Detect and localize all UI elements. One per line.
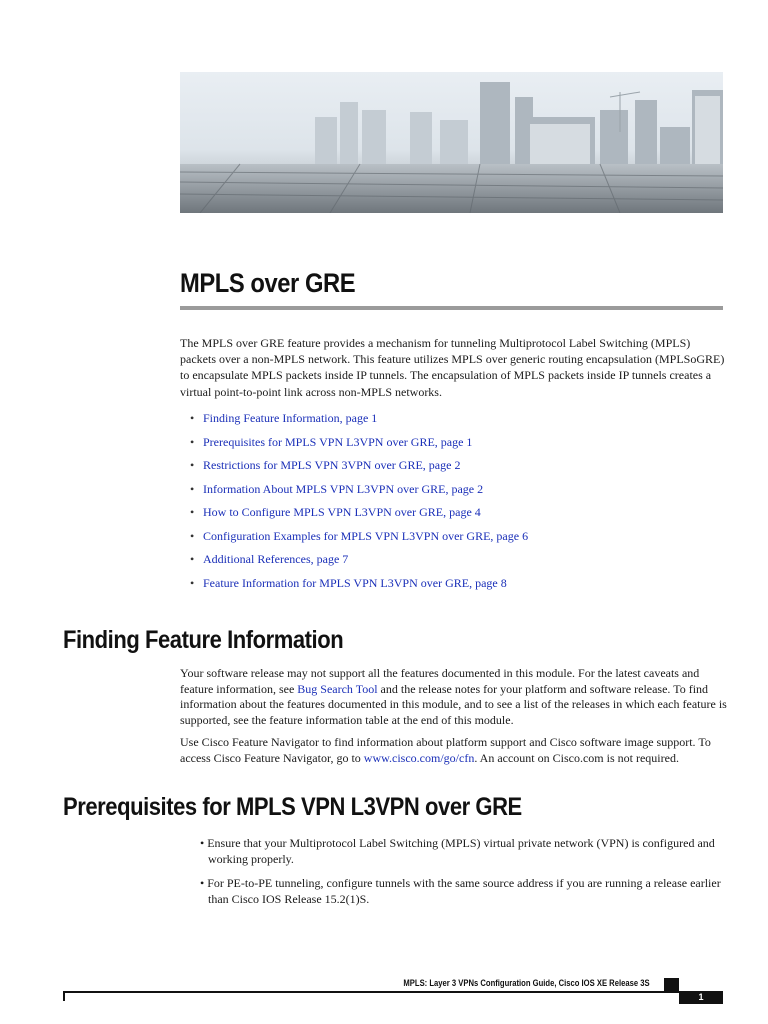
- finding-text: Your software release may not support all the features documented in this module. For the latest caveats and feature information, see: [180, 666, 700, 696]
- toc-item: [190, 481, 528, 505]
- toc-link[interactable]: Prerequisites for MPLS VPN L3VPN over GRE, page 1: [203, 434, 473, 449]
- footer-rule: [63, 991, 723, 993]
- toc-link[interactable]: Finding Feature Information, page 1: [203, 411, 378, 425]
- toc-link[interactable]: Additional References, page 7: [203, 552, 349, 566]
- finding-paragraph-2: [180, 735, 728, 766]
- intro-paragraph: The MPLS over GRE feature provides a mechanism for tunneling Multiprotocol Label Switching (MPLS) packets over a non-MPLS network. This feature utilizes MPLS over generic routing encapsulation (MPLSoGRE) to encapsulate MPLS packets inside IP tunnels. The encapsulation of MPLS packets inside IP tunnels creates a virtual point-to-point link across non-MPLS networks.: [180, 336, 725, 399]
- bullet-icon: •: [190, 458, 195, 472]
- finding-paragraph-1: [180, 666, 728, 728]
- footer-guide-title: MPLS: Layer 3 VPNs Configuration Guide, Cisco IOS XE Release 3S: [403, 978, 650, 988]
- toc-item: [190, 551, 528, 575]
- toc-link[interactable]: Feature Information for MPLS VPN L3VPN over GRE, page 8: [203, 575, 507, 590]
- finding-text: Use Cisco Feature Navigator to find information about platform support and Cisco software image support. To access Cisco Feature Navigator, go to: [180, 735, 711, 765]
- bullet-icon: •: [190, 505, 195, 519]
- toc-item: [190, 457, 528, 481]
- bullet-icon: •: [190, 528, 195, 543]
- toc-item: [190, 528, 528, 552]
- prereq-item: • Ensure that your Multiprotocol Label Switching (MPLS) virtual private network (VPN) is configured and working properly.: [200, 836, 715, 866]
- toc-link[interactable]: Restrictions for MPLS VPN 3VPN over GRE, page 2: [203, 458, 461, 472]
- toc-item: [190, 575, 528, 599]
- finding-text: and the release notes for your platform and software release. To find information about the features documented in this module, and to see a list of the releases in which each feature is supported, see the feature information table at the end of this module.: [180, 681, 727, 727]
- bullet-icon: •: [190, 434, 195, 449]
- chapter-toc: [190, 410, 528, 598]
- finding-text: . An account on Cisco.com is not required.: [474, 750, 679, 765]
- title-rule: [180, 306, 723, 310]
- toc-link[interactable]: Configuration Examples for MPLS VPN L3VPN over GRE, page 6: [203, 528, 529, 543]
- cisco-cfn-link[interactable]: www.cisco.com/go/cfn: [363, 750, 475, 765]
- bullet-icon: •: [190, 481, 195, 496]
- page-number: 1: [679, 991, 723, 1004]
- chapter-title: MPLS over GRE: [180, 268, 356, 298]
- footer-block: [664, 978, 679, 991]
- toc-link[interactable]: Information About MPLS VPN L3VPN over GRE, page 2: [203, 481, 484, 496]
- toc-item: [190, 434, 528, 458]
- section-title-prerequisites: Prerequisites for MPLS VPN L3VPN over GRE: [63, 793, 522, 821]
- bullet-icon: •: [190, 552, 195, 566]
- header-banner-image: [180, 72, 723, 213]
- prereq-item: • For PE-to-PE tunneling, configure tunnels with the same source address if you are running a release earlier than Cisco IOS Release 15.2(1)S.: [200, 876, 721, 906]
- bullet-icon: •: [190, 575, 195, 590]
- footer-tick: [63, 991, 65, 1001]
- bullet-icon: •: [190, 411, 195, 425]
- toc-link[interactable]: How to Configure MPLS VPN L3VPN over GRE, page 4: [203, 505, 481, 519]
- toc-item: [190, 410, 528, 434]
- bug-search-tool-link[interactable]: Bug Search Tool: [297, 681, 378, 696]
- section-title-finding: Finding Feature Information: [63, 626, 344, 654]
- toc-item: [190, 504, 528, 528]
